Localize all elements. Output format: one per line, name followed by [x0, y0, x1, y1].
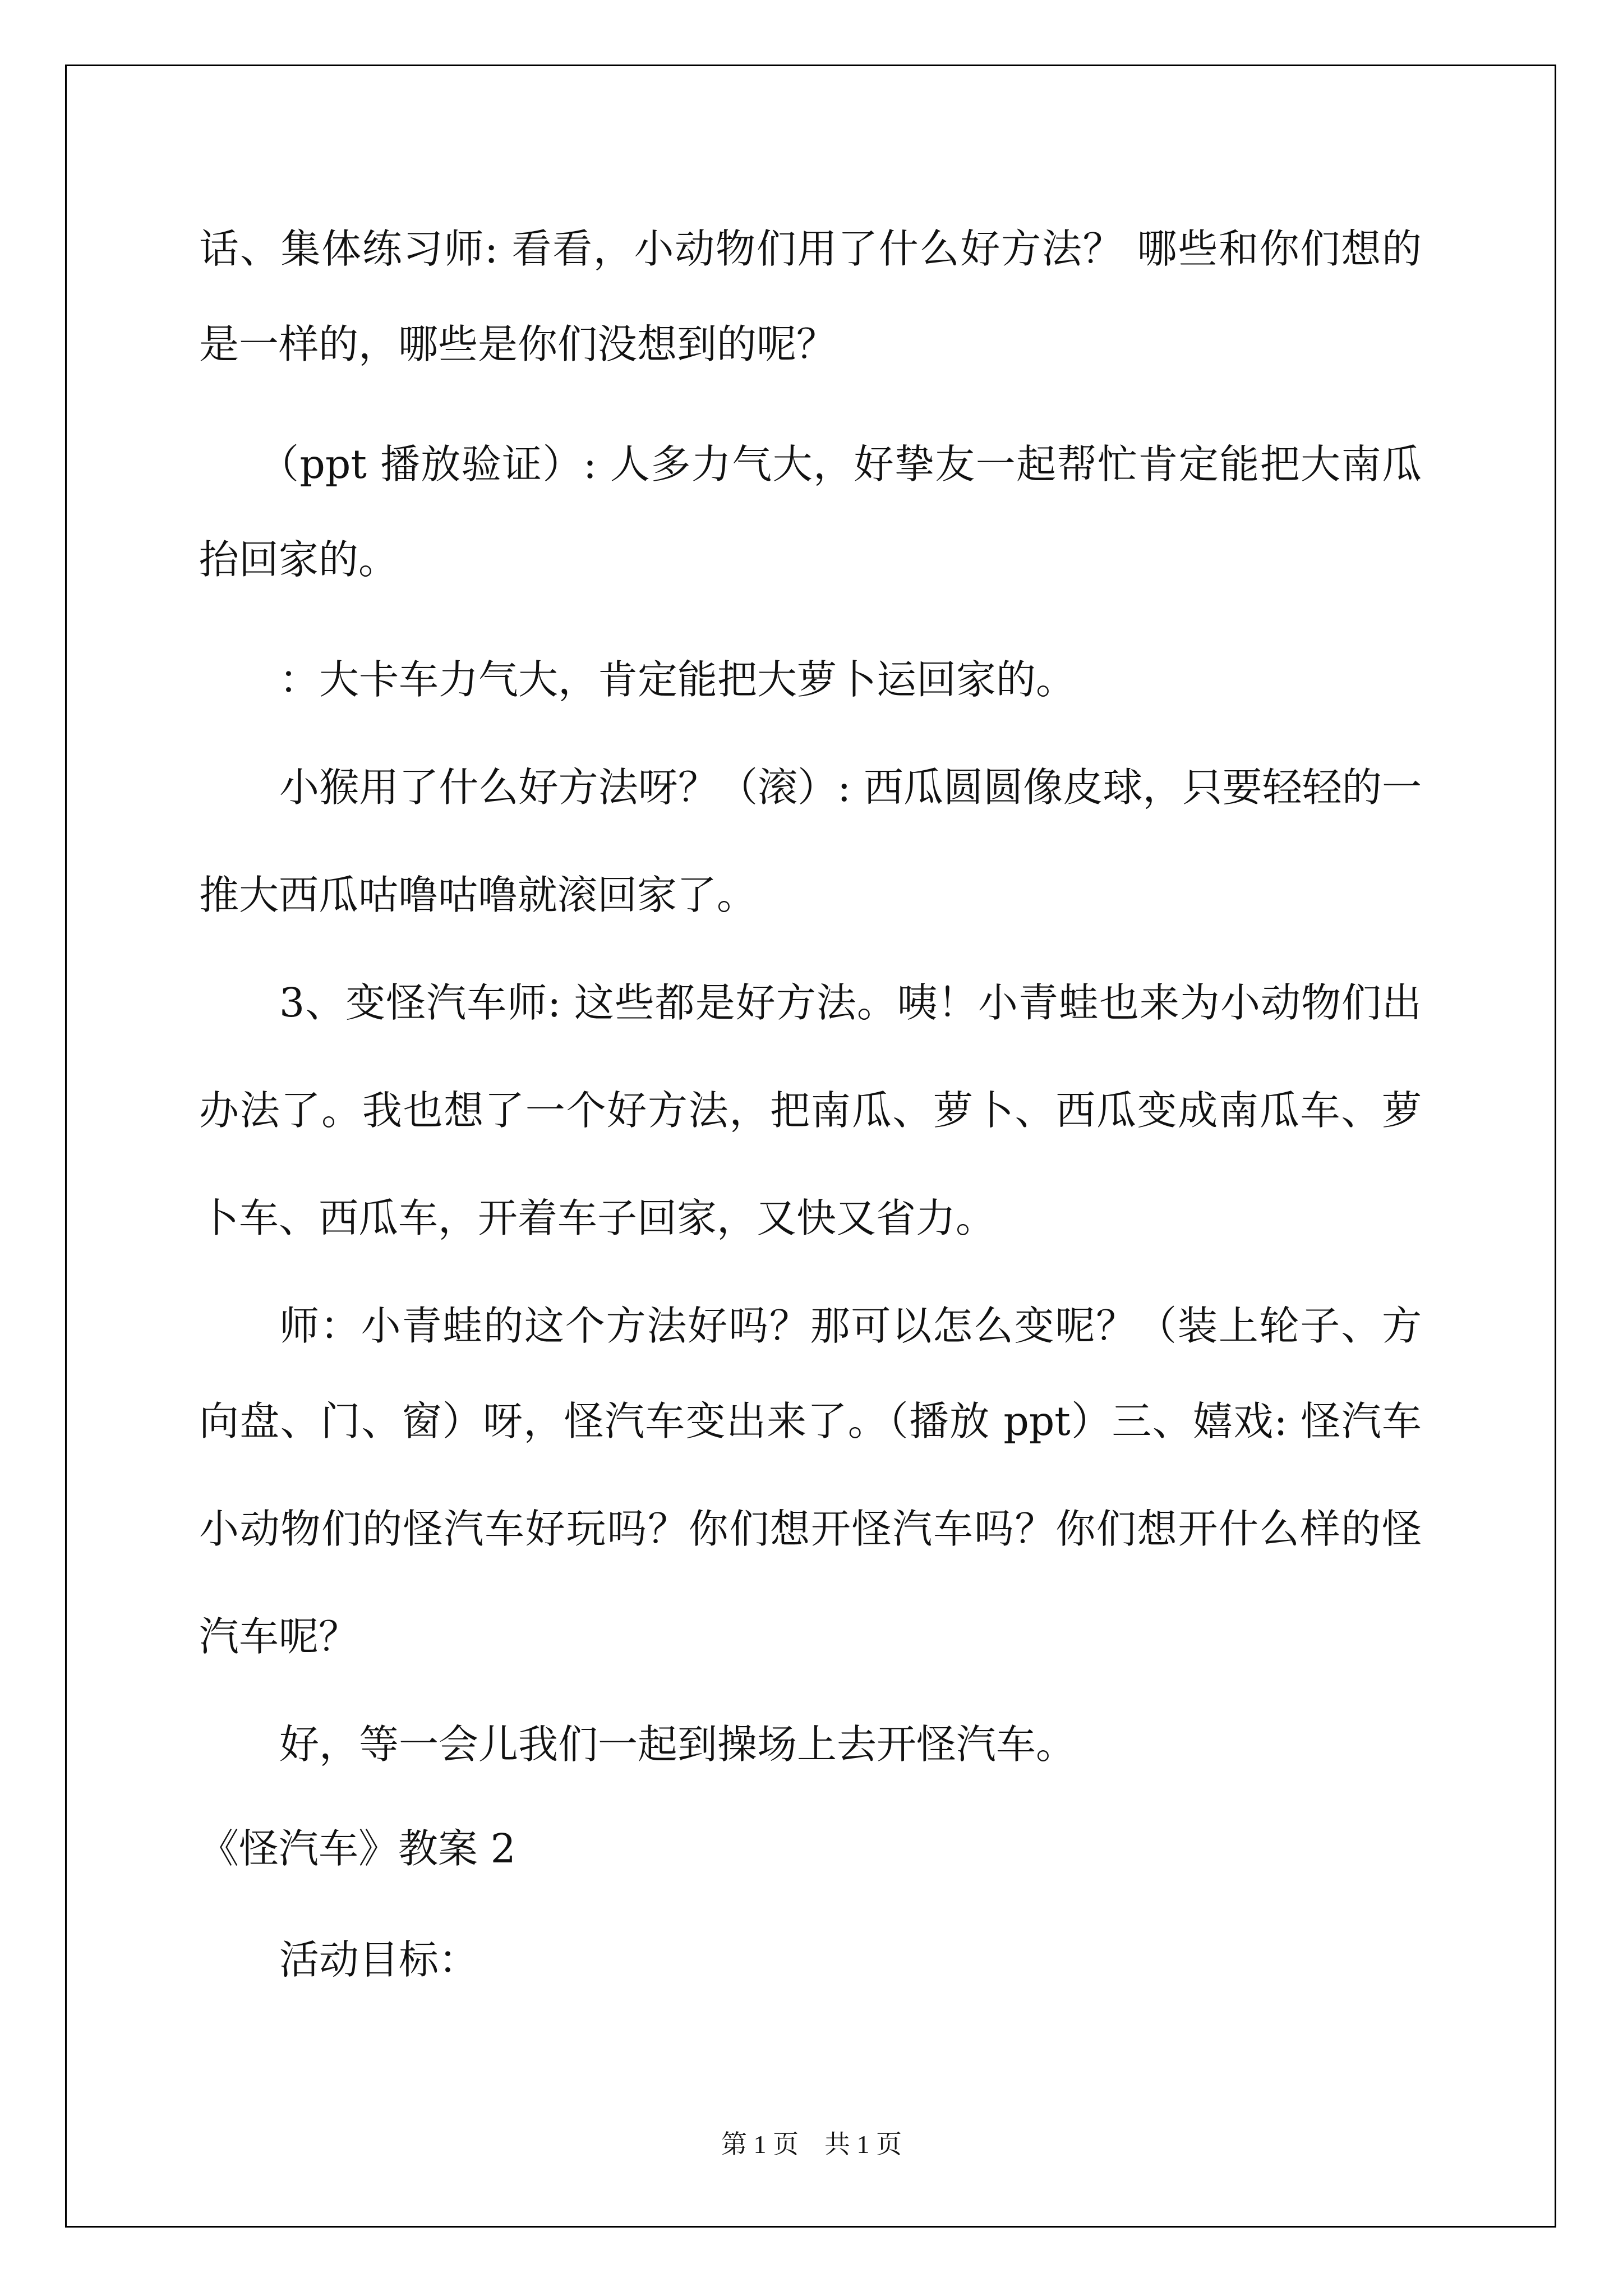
paragraph-line: 抬回家的。 — [199, 536, 399, 583]
paragraph-line: 办法了。我也想了一个好方法，把南瓜、萝卜、西瓜变成南瓜车、萝 — [199, 1087, 1422, 1134]
paragraph-line: ：大卡车力气大，肯定能把大萝卜运回家的。 — [279, 656, 1076, 703]
paragraph-line: 话、集体练习师: 看看，小动物们用了什么好方法？ 哪些和你们想的 — [199, 226, 1422, 272]
paragraph-line: （ppt 播放验证）: 人多力气大，好挚友一起帮忙肯定能把大南瓜 — [259, 441, 1422, 487]
paragraph-line: 3、变怪汽车师: 这些都是好方法。咦！小青蛙也来为小动物们出 — [279, 979, 1422, 1026]
paragraph-line: 推大西瓜咕噜咕噜就滚回家了。 — [199, 872, 757, 918]
page-border — [65, 65, 1556, 2228]
paragraph-line: 汽车呢？ — [199, 1613, 359, 1660]
paragraph-line: 师：小青蛙的这个方法好吗？那可以怎么变呢？（装上轮子、方 — [279, 1303, 1422, 1349]
paragraph-line: 好，等一会儿我们一起到操场上去开怪汽车。 — [279, 1721, 1076, 1768]
paragraph-line: 向盘、门、窗）呀，怪汽车变出来了。（播放 ppt）三、嬉戏: 怪汽车 — [199, 1398, 1422, 1444]
paragraph-line: 是一样的，哪些是你们没想到的呢？ — [199, 321, 837, 367]
section-heading: 《怪汽车》教案 2 — [199, 1825, 516, 1872]
paragraph-line: 小猴用了什么好方法呀？（滚）: 西瓜圆圆像皮球，只要轻轻的一 — [279, 764, 1422, 811]
paragraph-line: 小动物们的怪汽车好玩吗？你们想开怪汽车吗？你们想开什么样的怪 — [199, 1506, 1422, 1552]
paragraph-line: 活动目标： — [279, 1936, 479, 1983]
page-footer: 第 1 页 共 1 页 — [721, 2130, 902, 2159]
paragraph-line: 卜车、西瓜车，开着车子回家，又快又省力。 — [199, 1195, 996, 1241]
